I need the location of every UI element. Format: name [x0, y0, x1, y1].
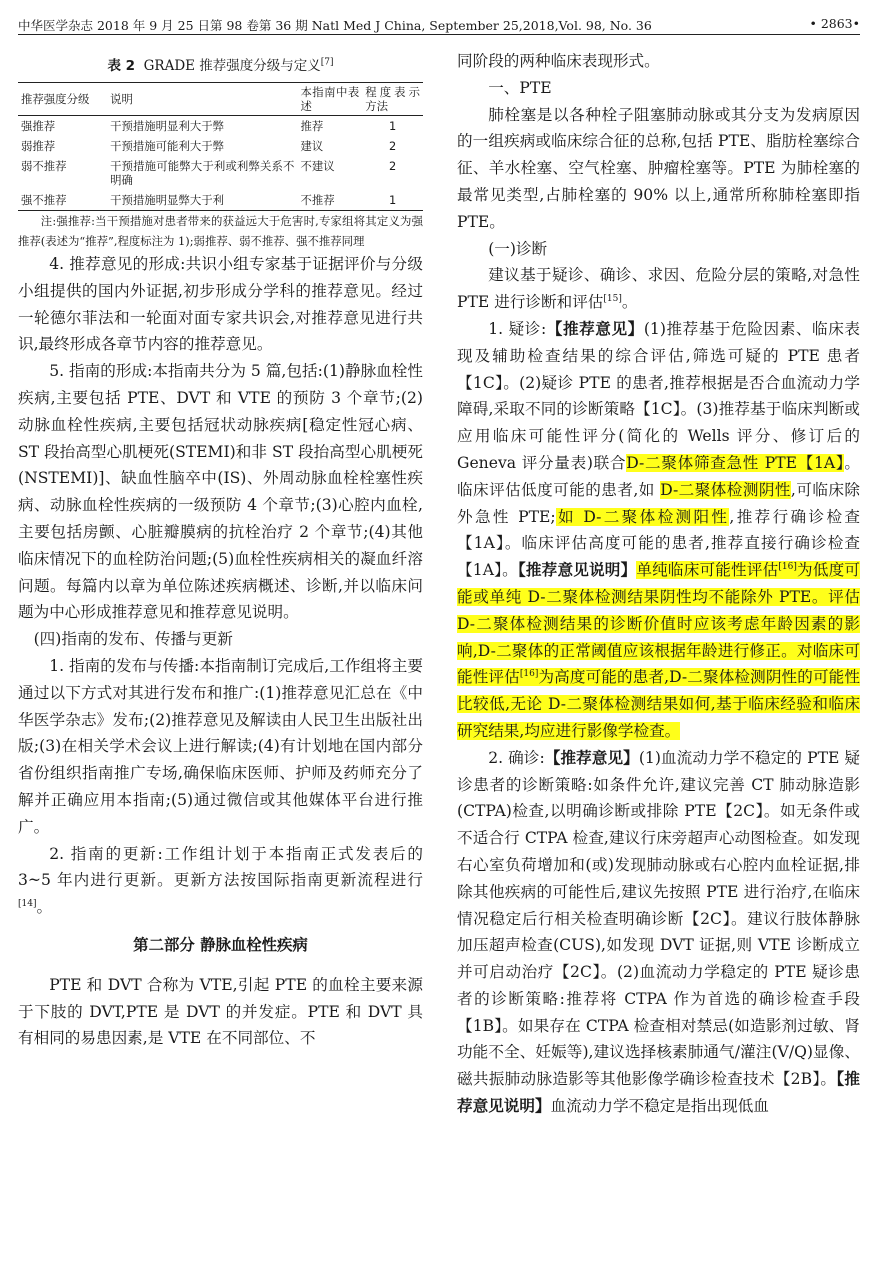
- paragraph-diagnosis-suspect: 1. 疑诊:【推荐意见】(1)推荐基于危险因素、临床表现及辅助检查结果的综合评估,筛选可疑的 PTE 患者【1C】。(2)疑诊 PTE 的患者,推荐根据是否合血流动力学障碍,采取不同的诊断策略【1C】。(3)推荐基于临床判断或应用临床可能性评分(简化的 Wells 评分、修订后的 Geneva 评分量表)联合D-二聚体筛查急性 PTE【1A】。临床评估低度可能的患者,如 D-二聚体检测阴性,可临床除外急性 PTE;如 D-二聚体检测阳性,推荐行确诊检查【1A】。临床评估高度可能的患者,推荐直接行确诊检查【1A】。【推荐意见说明】单纯临床可能性评估[16]为低度可能或单纯 D-二聚体检测结果阴性均不能除外 PTE。评估 D-二聚体检测结果的诊断价值时应该考虑年龄因素的影响,D-二聚体的正常阈值应该根据年龄进行修正。对临床可能性评估[16]为高度可能的患者,D-二聚体检测阴性的可能性比较低,无论 D-二聚体检测结果如何,基于临床经验和临床研究结果,均应进行影像学检查。: [457, 319, 861, 740]
- highlight: D-二聚体检测阴性: [660, 480, 791, 499]
- highlight: 单纯临床可能性评估[16]为低度可能或单纯 D-二聚体检测结果阴性均不能除外 PTE。评估 D-二聚体检测结果的诊断价值时应该考虑年龄因素的影响,D-二聚体的正常阈值应该根据年龄进行修正。对临床可能性评估[16]为高度可能的患者,D-二聚体检测阴性的可能性比较低,无论 D-二聚体检测结果如何,基于临床经验和临床研究结果,均应进行影像学检查。: [457, 561, 860, 740]
- table-note: 注:强推荐:当干预措施对患者带来的获益远大于危害时,专家组将其定义为强推荐(表述为“推荐”,程度标注为 1);弱推荐、弱不推荐、强不推荐同理: [18, 214, 423, 248]
- table-cell: 强推荐: [21, 119, 56, 133]
- table-cell: 2: [388, 159, 397, 173]
- table-cell: 1: [362, 190, 423, 211]
- paragraph: 同阶段的两种临床表现形式。: [457, 52, 660, 70]
- table-row: [18, 190, 423, 211]
- table-header-row: [18, 83, 423, 116]
- table-cell: 强不推荐: [18, 190, 107, 211]
- paragraph: PTE 和 DVT 合称为 VTE,引起 PTE 的血栓主要来源于下肢的 DVT,PTE 是 DVT 的并发症。PTE 和 DVT 具有相同的易患因素,是 VTE 在不同部位、不: [18, 975, 423, 1048]
- paragraph: 4. 推荐意见的形成:共识小组专家基于证据评价与分级小组提供的国内外证据,初步形成分学科的推荐意见。经过一轮德尔菲法和一轮面对面专家共识会,对推荐意见进行共识,最终形成各章节内容的推荐意见。: [18, 255, 423, 354]
- table-cell: 弱不推荐: [21, 159, 67, 173]
- right-column: [457, 48, 860, 1120]
- table-cell: 2: [388, 139, 397, 153]
- grade-table: [18, 82, 423, 211]
- subheading: (一)诊断: [488, 239, 548, 258]
- highlight: 如 D-二聚体检测阳性: [555, 507, 730, 526]
- section-heading: 第二部分 静脉血栓性疾病: [133, 935, 308, 954]
- table-cell: 干预措施可能利大于弊: [110, 139, 225, 153]
- paragraph: 1. 指南的发布与传播:本指南制订完成后,工作组将主要通过以下方式对其进行发布和推广:(1)推荐意见汇总在《中华医学杂志》发布;(2)推荐意见及解读由人民卫生出版社出版;(3)在相关学术会议上进行解读;(4)有计划地在国内部分省份组织指南推广专场,确保临床医师、护师及药师充分了解并正确应用本指南;(5)通过微信或其他媒体平台进行推广。: [18, 656, 423, 836]
- col-header: 说明: [107, 83, 297, 116]
- table-cell: 不建议: [300, 159, 335, 173]
- table-cell: 1: [388, 119, 397, 133]
- paragraph: 肺栓塞是以各种栓子阻塞肺动脉或其分支为发病原因的一组疾病或临床综合征的总称,包括 PTE、脂肪栓塞综合征、羊水栓塞、空气栓塞、肿瘤栓塞等。PTE 为肺栓塞的最常见类型,占肺栓塞的 90% 以上,通常所称肺栓塞即指 PTE。: [457, 105, 860, 231]
- highlight: D-二聚体筛查急性 PTE【1A】: [626, 453, 845, 472]
- paragraph: 5. 指南的形成:本指南共分为 5 篇,包括:(1)静脉血栓性疾病,主要包括 PTE、DVT 和 VTE 的预防 3 个章节;(2)动脉血栓性疾病,主要包括冠状动脉疾病[稳定性冠心病、ST 段抬高型心肌梗死(STEMI)和非 ST 段抬高型心肌梗死(NSTEMI)]、缺血性脑卒中(IS)、外周动脉血栓栓塞性疾病、动脉血栓性疾病的一级预防 4 个章节;(3)心腔内血栓,主要包括房颤、心脏瓣膜病的抗栓治疗 2 个章节;(4)其他临床情况下的血栓防治问题;(5)血栓性疾病相关的凝血纤溶问题。每篇内以章为单位陈述疾病概述、诊断,并以临床问题为中心形成推荐意见和推荐意见说明。: [18, 362, 423, 622]
- subheading: (四)指南的发布、传播与更新: [33, 630, 233, 649]
- table-cell: 建议: [300, 139, 324, 153]
- paragraph-diagnosis-confirm: 2. 确诊:【推荐意见】(1)血流动力学不稳定的 PTE 疑诊患者的诊断策略:如条件允许,建议完善 CT 肺动脉造影(CTPA)检查,以明确诊断或排除 PTE【2C】。如无条件或不适合行 CTPA 检查,建议行床旁超声心动图检查。如发现右心室负荷增加和(或)发现肺动脉或右心腔内血栓证据,排除其他疾病的可能性后,建议先按照 PTE 进行治疗,在临床情况稳定后行相关检查明确诊断【2C】。建议行肢体静脉加压超声检查(CUS),如发现 DVT 证据,则 VTE 诊断成立并可启动治疗【2C】。(2)血流动力学稳定的 PTE 疑诊患者的诊断策略:推荐将 CTPA 作为首选的确诊检查手段【1B】。如果存在 CTPA 检查相对禁忌(如造影剂过敏、肾功能不全、妊娠等),建议选择核素肺通气/灌注(V/Q)显像、磁共振肺动脉造影等其他影像学确诊检查技术【2B】。【推荐意见说明】血流动力学不稳定是指出现低血: [457, 748, 860, 1116]
- table-row: [18, 116, 423, 137]
- paragraph: 建议基于疑诊、确诊、求因、危险分层的策略,对急性 PTE 进行诊断和评估[15]。: [457, 266, 860, 312]
- table-cell: 弱推荐: [21, 139, 56, 153]
- table-cell: 推荐: [300, 119, 324, 133]
- col-header: 推荐强度分级: [18, 83, 107, 116]
- table-cell: 不推荐: [297, 190, 362, 211]
- table-cell: 干预措施明显弊大于利: [107, 190, 297, 211]
- table-title: 表 2 GRADE 推荐强度分级与定义[7]: [107, 57, 334, 74]
- journal-citation: 中华医学杂志 2018 年 9 月 25 日第 98 卷第 36 期 Natl Med J China, September 25,2018,Vol. 98, No. 36: [18, 18, 652, 33]
- table-cell: 干预措施可能弊大于利或利弊关系不明确: [110, 159, 295, 187]
- col-header: 本指南中表述: [297, 83, 362, 116]
- table-cell: 干预措施明显利大于弊: [110, 119, 225, 133]
- left-column: [18, 48, 423, 1052]
- running-header: [18, 14, 860, 35]
- subheading: 一、PTE: [488, 78, 552, 97]
- table-row: [18, 156, 423, 190]
- col-header: 程度表示方法: [362, 83, 423, 116]
- page-number: • 2863•: [809, 16, 860, 31]
- table-row: [18, 136, 423, 156]
- paragraph: 2. 指南的更新:工作组计划于本指南正式发表后的 3~5 年内进行更新。更新方法按国际指南更新流程进行[14]。: [18, 844, 423, 917]
